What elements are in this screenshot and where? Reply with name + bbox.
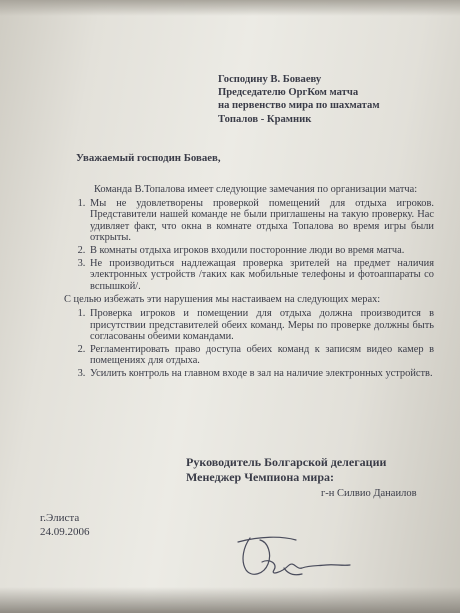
greeting: Уважаемый господин Боваев, [76,152,221,164]
remark-item: 2. В комнаты отдыха игроков входили посторонние люди во время матча. [88,245,434,257]
delegation-head-title: Руководитель Болгарской делегации [186,455,387,469]
remarks-list [64,198,434,293]
remark-item: 3. Не производиться надлежащая проверка зрителей на предмет наличия электронных устройств /таких как мобильные телефоны и фотоаппараты со вспышкой/. [88,258,434,293]
addressee-line: Топалов - Крамник [218,113,312,125]
addressee-line: Господину В. Боваеву [218,74,322,85]
addressee-line: на первенство мира по шахматам [218,100,380,112]
measure-item: 1. Проверка игроков и помещении для отдыха должна производится в присутствии представителей обеих команд. Меры по проверке должны быть согласованы обеими командами. [88,308,434,343]
measures-list [64,308,434,380]
measure-item: 3. Усилить контроль на главном входе в зал на наличие электронных устройств. [88,368,434,380]
champion-manager-title: Менеджер Чемпиона мира: [186,470,334,484]
measure-item: 2. Регламентировать право доступа обеих команд к записям видео камер в помещениях для отдыха. [88,344,434,367]
date: 24.09.2006 [40,525,90,538]
paper-shadow-bottom [0,587,460,613]
letter-body [64,184,434,382]
addressee-block [218,73,380,126]
signature-title-block [186,455,386,485]
intro-paragraph: Команда В.Топалова имеет следующие замечания по организации матча: [94,184,418,195]
measures-intro: С целью избежать эти нарушения мы настаиваем на следующих мерах: [64,294,381,306]
place-date-block [40,512,90,539]
signer-name: г-н Силвио Данаилов [321,488,417,499]
addressee-line: Председателю ОргКом матча [218,87,359,99]
remark-item: 1. Мы не удовлетворены проверкой помещений для отдыха игроков. Представители нашей команде не были приглашены на такую проверку. Нас удивляет факт, что окна в комнате отдыха Топалова во время игры были открыты. [88,198,434,244]
handwritten-signature [230,528,355,583]
place: г.Элиста [40,512,80,524]
paper-shadow-top [0,0,460,16]
